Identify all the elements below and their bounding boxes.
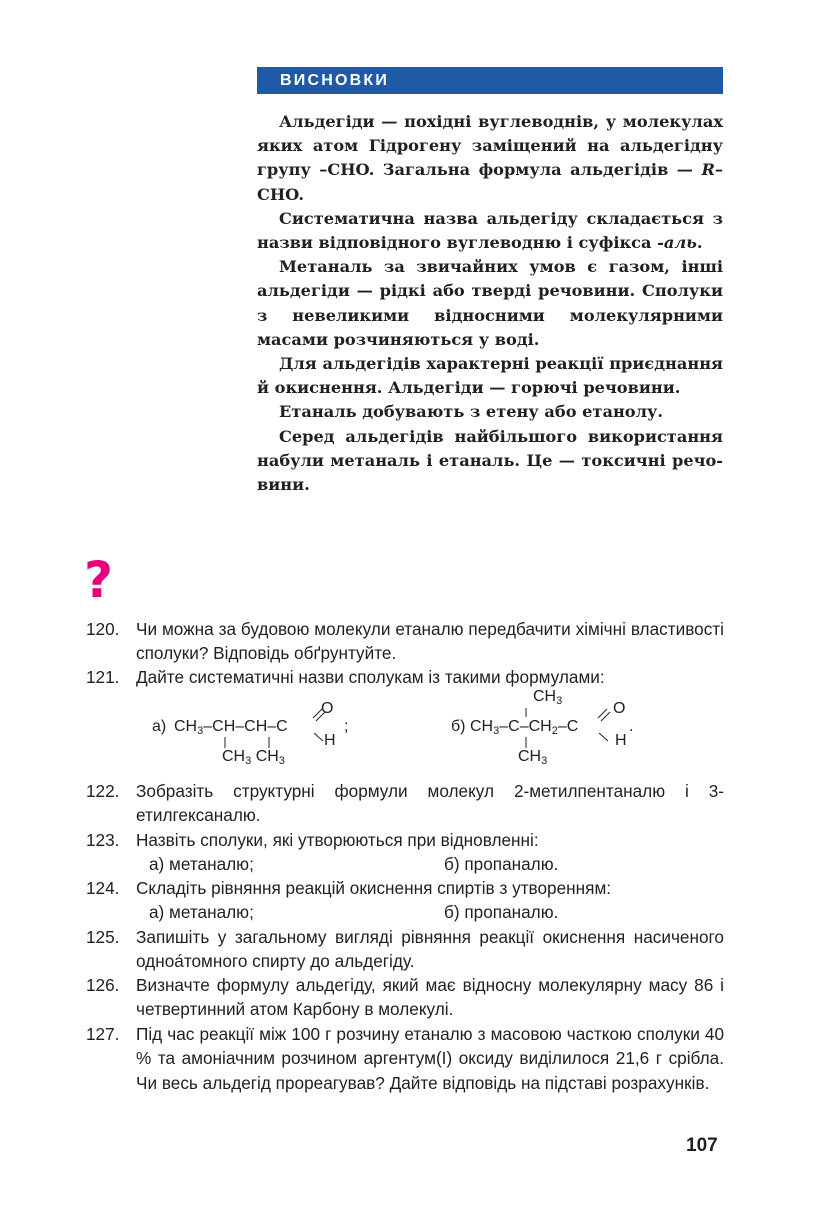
formula-b-end: . (629, 718, 634, 735)
formula-a-main: $CH_3-CH-CH-C$ (174, 718, 288, 737)
conclusions-title: ВИСНОВКИ (280, 72, 390, 89)
formula-b-bottom-methyl: $CH_3$ (518, 748, 548, 767)
task-text: Під час реакції між 100 г розчину етаналю з масовою часткою сполуки 40 % та амоніачним розчином аргентум(І) оксиду виділилося 21,6 г срібла. Чи весь альдегід прореагував? Дайте відповідь на підставі розрахунків. (136, 1024, 724, 1093)
question-mark-icon: ? (84, 551, 114, 609)
page-number: 107 (686, 1135, 718, 1156)
task-number: 121. (86, 667, 120, 687)
conclusion-paragraph-2 (257, 207, 723, 255)
conclusion-p2-text: Систематична назва альдегіду складається з назви відповідного вуглеводню і суфікса (257, 208, 723, 253)
task-text: Чи можна за будовою молекули етаналю передбачити хімічні властивості сполуки? Відповідь обґрунтуйте. (136, 619, 724, 664)
option-b: б) пропаналю. (444, 854, 559, 875)
task-number: 126. (86, 975, 120, 995)
formula-a (152, 690, 372, 775)
task-126 (86, 973, 724, 1022)
conclusion-paragraph-5: Етаналь добувають з етену або етанолу. (279, 402, 663, 422)
option-b: б) пропаналю. (444, 902, 559, 923)
formula-a-label: а) (152, 718, 167, 735)
task-options (149, 852, 724, 876)
formula-a-hydrogen: H (324, 732, 336, 749)
conclusion-p1-text: Альдегіди — похідні вуглеводнів, у молекулах яких атом Гідрогену заміщений на альдегідну групу –CHO. Загальна формула альдегідів — (257, 112, 723, 180)
task-125 (86, 925, 724, 974)
conclusion-p2-end: . (696, 233, 703, 253)
conclusion-paragraph-1 (257, 110, 723, 207)
formula-a-oxygen: O (321, 700, 334, 717)
task-number: 127. (86, 1024, 120, 1044)
option-a: а) метаналю; (149, 902, 254, 923)
task-text: Дайте систематичні назви сполукам із такими формулами: (136, 667, 605, 687)
task-122 (86, 779, 724, 828)
cho-group: –CHO. (257, 160, 723, 204)
conclusion-paragraph-6: Серед альдегідів найбільшого використання набули метаналь і етаналь. Це — токсичні речовини. (257, 426, 723, 495)
task-number: 123. (86, 830, 120, 850)
conclusion-paragraph-3: Метаналь за звичайних умов є газом, інші альдегіди — рідкі або тверді речовини. Сполуки з невеликими відносними молекулярними масами розчиняються у воді. (257, 257, 723, 349)
task-text: Складіть рівняння реакцій окиснення спиртів з утворенням: (136, 878, 612, 898)
task-text: Зобразіть структурні формули молекул 2-метилпентаналю і 3-етилгексаналю. (136, 781, 724, 826)
formula-b-hydrogen: H (615, 732, 627, 749)
task-options (149, 900, 724, 924)
task-120 (86, 617, 724, 666)
task-number: 120. (86, 619, 120, 639)
formula-a-subst: $CH_3$ $CH_3$ (222, 748, 285, 767)
formula-a-separator: ; (344, 718, 349, 735)
task-number: 125. (86, 927, 120, 947)
option-a: а) метаналю; (149, 854, 254, 875)
task-124 (86, 876, 724, 925)
conclusions-text (257, 110, 723, 497)
conclusion-paragraph-4: Для альдегідів характерні реакції приєднання й окиснення. Альдегіди — горючі речовини. (257, 354, 723, 398)
task-number: 124. (86, 878, 120, 898)
formula-b-label: б) (451, 718, 466, 735)
formula-b-top-methyl: $CH_3$ (533, 688, 563, 707)
formula-b (451, 688, 651, 778)
formula-b-oxygen: O (613, 700, 626, 717)
suffix-al: -аль (657, 233, 697, 253)
formula-b-main: $CH_3-C-CH_2-C$ (470, 718, 579, 737)
task-text: Визначте формулу альдегіду, який має відносну молекулярну масу 86 і четвертинний атом Карбону в молекулі. (136, 975, 724, 1020)
task-123 (86, 828, 724, 877)
task-127 (86, 1022, 724, 1095)
task-text: Назвіть сполуки, які утворюються при відновленні: (136, 830, 539, 850)
task-text: Запишіть у загальному вигляді рівняння реакції окиснення насиченого одноа́томного спирту до альдегіду. (136, 927, 724, 972)
conclusions-header (257, 67, 723, 94)
r-symbol: R (701, 160, 715, 180)
task-121 (86, 665, 724, 689)
task-number: 122. (86, 781, 120, 801)
